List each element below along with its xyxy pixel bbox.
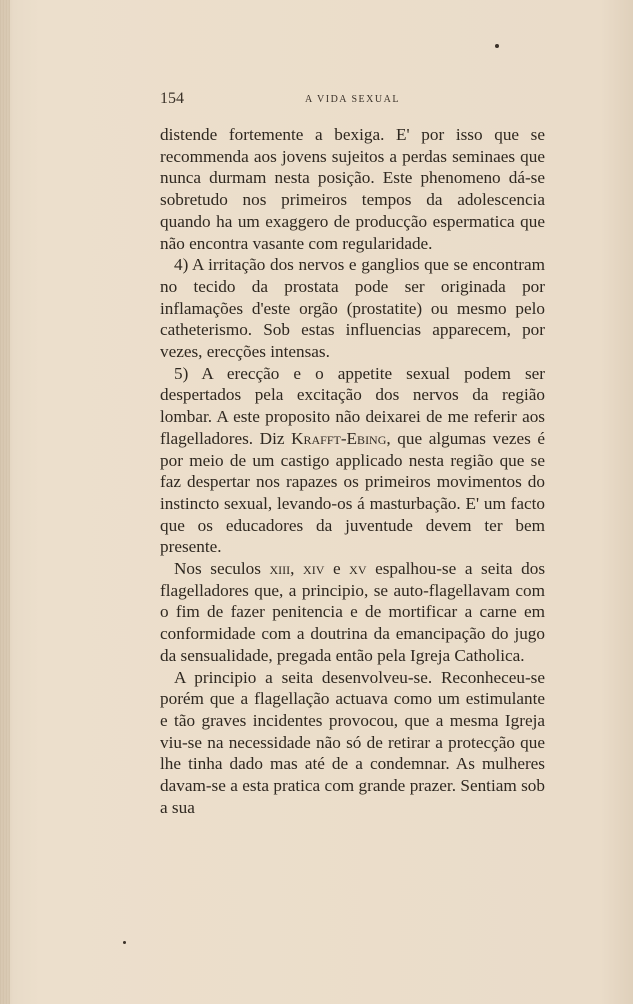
- numeral-separator: e: [324, 559, 350, 579]
- century-numeral: xv: [349, 559, 367, 579]
- paragraph-item-4: 4) A irritação dos nervos e ganglios que se encontram no tecido da prostata pode ser originada por inflamações d'este orgão (prostatite) ou mesmo pelo catheterismo. Sob estas influencias apparecem, por vezes, erecções intensas.: [160, 255, 545, 362]
- century-numeral: xiv: [303, 559, 325, 579]
- running-title: A VIDA SEXUAL: [305, 94, 400, 105]
- paragraph-seculos-text-start: Nos seculos: [174, 559, 270, 579]
- ink-speck: [123, 941, 126, 944]
- paragraph-principio: A principio a seita desenvolveu-se. Reconheceu-se porém que a flagellação actuava como um estimulante e tão graves incidentes provocou, que a mesma Igreja viu-se na necessidade não só de retirar a protecção que lhe tinha dado mas até de a condemnar. As mulheres davam-se a esta pratica com grande prazer. Sentiam sob a sua: [160, 667, 545, 817]
- page-header: [160, 90, 545, 110]
- author-name: Krafft-Ebing: [291, 428, 387, 448]
- century-numeral: xiii: [269, 559, 291, 579]
- paragraph-continuation: distende fortemente a bexiga. E' por isso que se recommenda aos jovens sujeitos a perdas seminaes que nunca durmam nesta posição. Este phenomeno dá-se sobretudo nos primeiros tempos da adolescencia quando ha um exaggero de producção espermatica que não encontra vasante com regularidade.: [160, 125, 545, 253]
- numeral-separator: ,: [290, 559, 304, 579]
- paragraph-item-5-text-end: , que algumas vezes é por meio de um castigo applicado nesta região que se faz despertar nos rapazes os primeiros movimentos do instincto sexual, levando-os á masturbação. E' um facto que os educadores da juventude devem ter bem presente.: [160, 428, 545, 557]
- page-number: 154: [160, 90, 184, 107]
- paragraph-seculos: [160, 558, 545, 667]
- paragraph-seculos-text-end: espalhou-se a seita dos flagelladores que, a principio, se auto-flagellavam com o fim de fazer penitencia e de mortificar a carne em conformidade com a doutrina da emancipação do jugo da sensualidade, pregada então pela Igreja Catholica.: [160, 559, 546, 665]
- page-stack-edge: [0, 0, 10, 1004]
- paragraph-item-5: [160, 363, 545, 558]
- paragraph-item-5-text-start: 5) A erecção e o appetite sexual podem ser despertados pela excitação dos nervos da região lombar. A este proposito não deixarei de me referir aos flagelladores. Diz: [160, 363, 545, 448]
- body-text: [160, 124, 545, 819]
- ink-speck: [495, 44, 499, 48]
